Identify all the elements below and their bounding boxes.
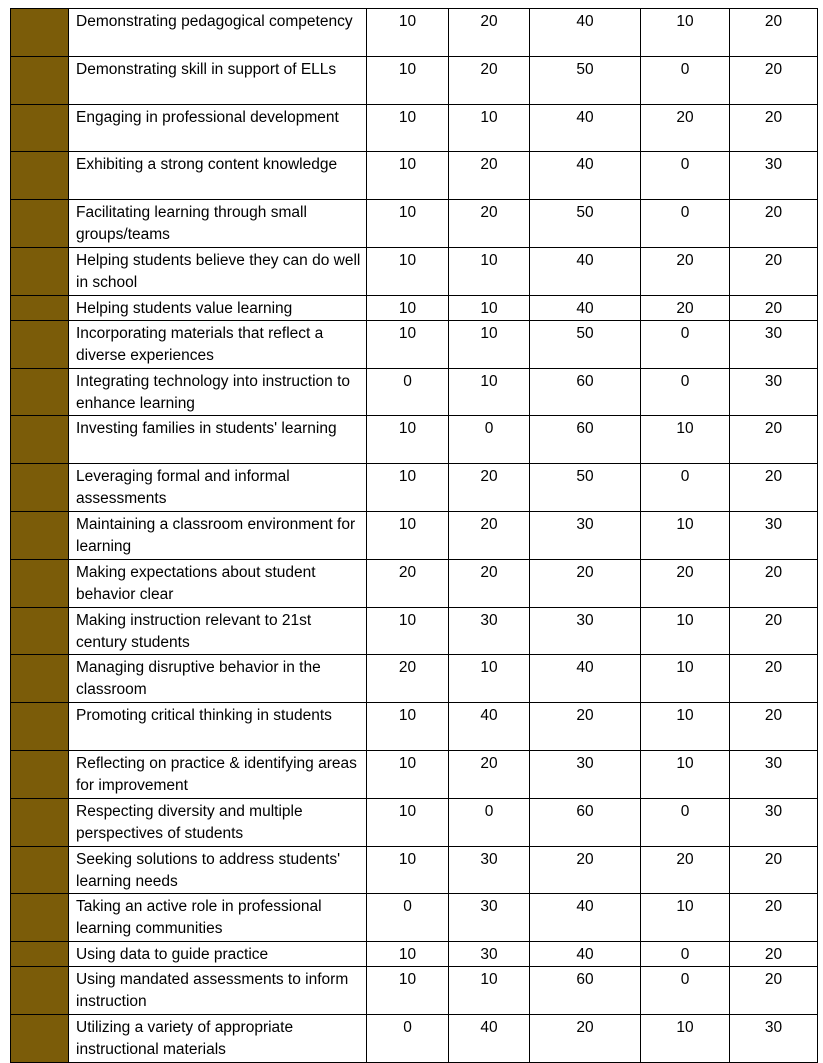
value-cell: 0 [641, 942, 730, 967]
value-cell: 10 [367, 416, 449, 464]
competency-label: Utilizing a variety of appropriate instructional materials [69, 1014, 367, 1062]
row-color-swatch [11, 511, 69, 559]
value-cell: 20 [730, 967, 818, 1015]
value-cell: 20 [641, 247, 730, 295]
competency-label: Demonstrating pedagogical competency [69, 9, 367, 57]
value-cell: 20 [449, 559, 530, 607]
value-cell: 20 [730, 104, 818, 152]
value-cell: 0 [641, 464, 730, 512]
value-cell: 30 [449, 942, 530, 967]
value-cell: 30 [730, 750, 818, 798]
table-row [11, 511, 818, 559]
value-cell: 40 [530, 942, 641, 967]
value-cell: 10 [367, 295, 449, 320]
row-color-swatch [11, 894, 69, 942]
value-cell: 30 [730, 798, 818, 846]
value-cell: 40 [530, 152, 641, 200]
competency-label: Making expectations about student behavior clear [69, 559, 367, 607]
value-cell: 20 [730, 942, 818, 967]
competency-label: Facilitating learning through small groups/teams [69, 200, 367, 248]
value-cell: 50 [530, 200, 641, 248]
value-cell: 0 [367, 1014, 449, 1062]
competency-label: Seeking solutions to address students' learning needs [69, 846, 367, 894]
value-cell: 10 [367, 200, 449, 248]
value-cell: 30 [730, 1014, 818, 1062]
value-cell: 20 [641, 846, 730, 894]
value-cell: 20 [641, 295, 730, 320]
table-row [11, 368, 818, 416]
value-cell: 20 [730, 846, 818, 894]
row-color-swatch [11, 703, 69, 751]
value-cell: 60 [530, 416, 641, 464]
value-cell: 20 [449, 56, 530, 104]
value-cell: 40 [530, 104, 641, 152]
row-color-swatch [11, 798, 69, 846]
value-cell: 10 [641, 703, 730, 751]
value-cell: 0 [367, 368, 449, 416]
value-cell: 0 [641, 152, 730, 200]
value-cell: 20 [730, 559, 818, 607]
table-row [11, 104, 818, 152]
value-cell: 40 [530, 655, 641, 703]
competency-label: Making instruction relevant to 21st century students [69, 607, 367, 655]
competency-label: Promoting critical thinking in students [69, 703, 367, 751]
value-cell: 0 [641, 320, 730, 368]
table-row [11, 607, 818, 655]
row-color-swatch [11, 320, 69, 368]
competency-label: Demonstrating skill in support of ELLs [69, 56, 367, 104]
value-cell: 10 [449, 295, 530, 320]
table-row [11, 464, 818, 512]
value-cell: 20 [641, 104, 730, 152]
table-row [11, 942, 818, 967]
value-cell: 20 [530, 559, 641, 607]
value-cell: 20 [530, 1014, 641, 1062]
value-cell: 60 [530, 967, 641, 1015]
value-cell: 50 [530, 464, 641, 512]
value-cell: 10 [449, 104, 530, 152]
value-cell: 20 [730, 416, 818, 464]
row-color-swatch [11, 846, 69, 894]
value-cell: 0 [449, 798, 530, 846]
row-color-swatch [11, 559, 69, 607]
table-row [11, 750, 818, 798]
competency-label: Maintaining a classroom environment for learning [69, 511, 367, 559]
value-cell: 20 [730, 894, 818, 942]
value-cell: 20 [730, 703, 818, 751]
value-cell: 10 [367, 464, 449, 512]
value-cell: 10 [449, 655, 530, 703]
value-cell: 10 [641, 511, 730, 559]
value-cell: 10 [367, 607, 449, 655]
table-row [11, 846, 818, 894]
value-cell: 0 [449, 416, 530, 464]
value-cell: 50 [530, 320, 641, 368]
row-color-swatch [11, 607, 69, 655]
value-cell: 10 [449, 320, 530, 368]
value-cell: 40 [530, 247, 641, 295]
value-cell: 10 [367, 152, 449, 200]
value-cell: 30 [730, 511, 818, 559]
value-cell: 0 [641, 368, 730, 416]
value-cell: 20 [730, 56, 818, 104]
competency-label: Helping students believe they can do well in school [69, 247, 367, 295]
table-row [11, 798, 818, 846]
competency-label: Exhibiting a strong content knowledge [69, 152, 367, 200]
value-cell: 40 [530, 295, 641, 320]
row-color-swatch [11, 247, 69, 295]
value-cell: 10 [449, 247, 530, 295]
row-color-swatch [11, 152, 69, 200]
competency-label: Taking an active role in professional learning communities [69, 894, 367, 942]
row-color-swatch [11, 200, 69, 248]
value-cell: 20 [730, 655, 818, 703]
table-row [11, 295, 818, 320]
value-cell: 20 [730, 607, 818, 655]
row-color-swatch [11, 56, 69, 104]
value-cell: 0 [367, 894, 449, 942]
value-cell: 30 [530, 511, 641, 559]
competency-label: Reflecting on practice & identifying areas for improvement [69, 750, 367, 798]
value-cell: 20 [449, 511, 530, 559]
value-cell: 10 [367, 967, 449, 1015]
value-cell: 10 [367, 798, 449, 846]
value-cell: 20 [449, 200, 530, 248]
table-row [11, 416, 818, 464]
table-row [11, 247, 818, 295]
value-cell: 20 [641, 559, 730, 607]
competency-label: Using data to guide practice [69, 942, 367, 967]
value-cell: 20 [449, 464, 530, 512]
competency-label: Respecting diversity and multiple perspectives of students [69, 798, 367, 846]
value-cell: 10 [367, 846, 449, 894]
value-cell: 40 [530, 894, 641, 942]
value-cell: 30 [449, 894, 530, 942]
row-color-swatch [11, 967, 69, 1015]
value-cell: 10 [367, 247, 449, 295]
value-cell: 10 [641, 894, 730, 942]
value-cell: 20 [449, 152, 530, 200]
value-cell: 30 [449, 607, 530, 655]
table-row [11, 559, 818, 607]
table-row [11, 56, 818, 104]
value-cell: 20 [367, 655, 449, 703]
value-cell: 60 [530, 368, 641, 416]
row-color-swatch [11, 416, 69, 464]
value-cell: 10 [367, 511, 449, 559]
value-cell: 50 [530, 56, 641, 104]
row-color-swatch [11, 104, 69, 152]
value-cell: 20 [730, 200, 818, 248]
row-color-swatch [11, 295, 69, 320]
value-cell: 40 [530, 9, 641, 57]
competency-label: Integrating technology into instruction to enhance learning [69, 368, 367, 416]
value-cell: 30 [530, 607, 641, 655]
value-cell: 0 [641, 798, 730, 846]
table-row [11, 1014, 818, 1062]
row-color-swatch [11, 1014, 69, 1062]
value-cell: 20 [730, 464, 818, 512]
competency-label: Leveraging formal and informal assessments [69, 464, 367, 512]
value-cell: 10 [367, 104, 449, 152]
value-cell: 40 [449, 703, 530, 751]
value-cell: 10 [367, 750, 449, 798]
value-cell: 10 [367, 320, 449, 368]
row-color-swatch [11, 368, 69, 416]
value-cell: 0 [641, 56, 730, 104]
competency-table [10, 8, 818, 1063]
competency-label: Using mandated assessments to inform instruction [69, 967, 367, 1015]
table-row [11, 152, 818, 200]
table-row [11, 655, 818, 703]
value-cell: 10 [641, 607, 730, 655]
value-cell: 40 [449, 1014, 530, 1062]
value-cell: 10 [367, 56, 449, 104]
competency-label: Engaging in professional development [69, 104, 367, 152]
competency-label: Incorporating materials that reflect a diverse experiences [69, 320, 367, 368]
table-row [11, 703, 818, 751]
competency-label: Investing families in students' learning [69, 416, 367, 464]
value-cell: 20 [449, 750, 530, 798]
value-cell: 10 [367, 942, 449, 967]
value-cell: 30 [449, 846, 530, 894]
value-cell: 10 [641, 9, 730, 57]
value-cell: 10 [449, 368, 530, 416]
table-row [11, 9, 818, 57]
value-cell: 20 [730, 247, 818, 295]
value-cell: 10 [641, 1014, 730, 1062]
table-row [11, 320, 818, 368]
value-cell: 10 [449, 967, 530, 1015]
value-cell: 0 [641, 967, 730, 1015]
row-color-swatch [11, 750, 69, 798]
value-cell: 30 [730, 368, 818, 416]
value-cell: 60 [530, 798, 641, 846]
value-cell: 10 [367, 9, 449, 57]
row-color-swatch [11, 9, 69, 57]
value-cell: 20 [449, 9, 530, 57]
row-color-swatch [11, 942, 69, 967]
value-cell: 10 [641, 655, 730, 703]
value-cell: 10 [367, 703, 449, 751]
table-row [11, 967, 818, 1015]
value-cell: 20 [730, 295, 818, 320]
value-cell: 30 [530, 750, 641, 798]
value-cell: 30 [730, 152, 818, 200]
competency-label: Managing disruptive behavior in the classroom [69, 655, 367, 703]
value-cell: 10 [641, 750, 730, 798]
value-cell: 20 [730, 9, 818, 57]
row-color-swatch [11, 655, 69, 703]
table-row [11, 894, 818, 942]
competency-label: Helping students value learning [69, 295, 367, 320]
value-cell: 10 [641, 416, 730, 464]
row-color-swatch [11, 464, 69, 512]
value-cell: 0 [641, 200, 730, 248]
value-cell: 20 [367, 559, 449, 607]
value-cell: 20 [530, 846, 641, 894]
value-cell: 20 [530, 703, 641, 751]
value-cell: 30 [730, 320, 818, 368]
table-row [11, 200, 818, 248]
